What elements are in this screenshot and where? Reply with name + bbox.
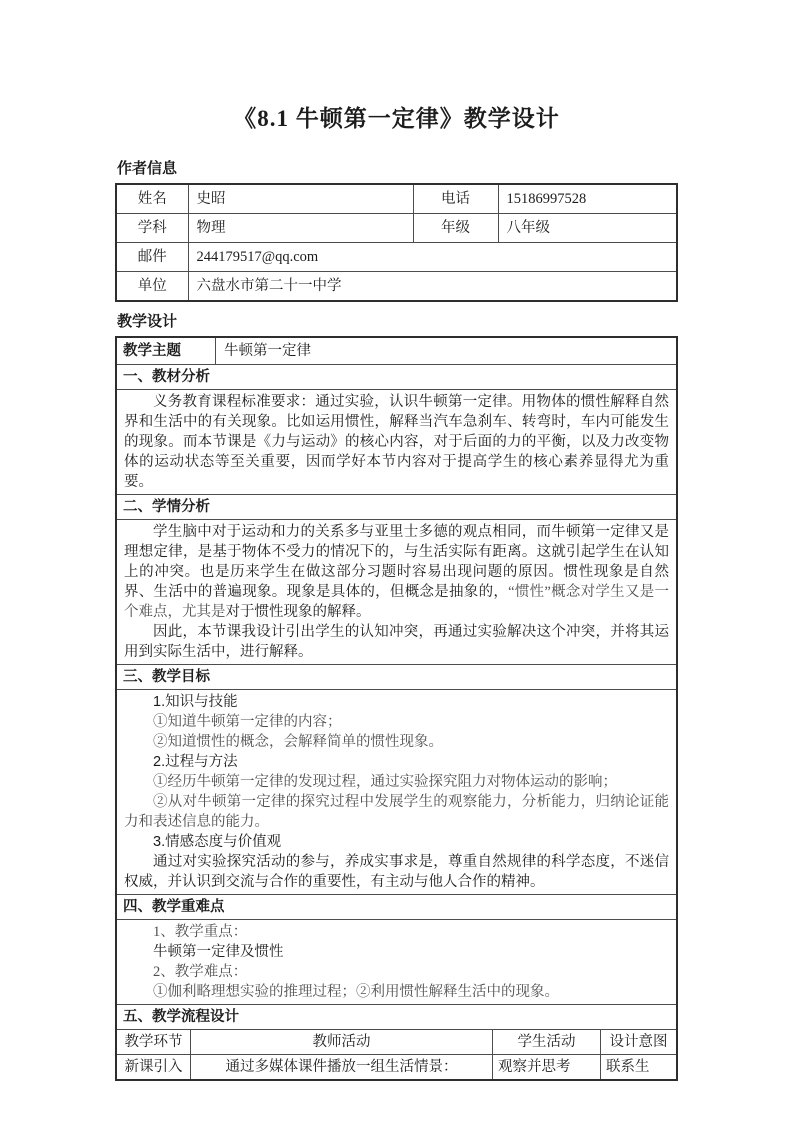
paragraph: 3.情感态度与价值观 bbox=[153, 834, 282, 850]
subject-label: 学科 bbox=[116, 214, 188, 243]
author-info-table bbox=[115, 183, 678, 302]
section-heading-learner-analysis: 二、学情分析 bbox=[117, 494, 676, 519]
page-content bbox=[115, 100, 678, 1081]
email-value: 244179517@qq.com bbox=[188, 243, 677, 272]
paragraph: 义务教育课程标准要求：通过实验，认识牛顿第一定律。用物体的惯性解释自然界和生活中的有关现象。比如运用惯性，解释当汽车急刹车、转弯时，车内可能发生的现象。而本节课是《力与运动》的核心内容，对于后面的力的平衡，以及力改变物体的运动状态等至关重要，因而学好本节内容对于提高学生的核心素养显得尤为重要。 bbox=[124, 394, 669, 490]
paragraph: 通过对实验探究活动的参与，养成实事求是，尊重自然规律的科学态度，不迷信权威，并认识到交流与合作的重要性，有主动与他人合作的精神。 bbox=[124, 854, 669, 890]
paragraph: 牛顿第一定律及惯性 bbox=[153, 944, 284, 960]
paragraph: 2、教学难点： bbox=[153, 964, 248, 980]
cell-teacher-activity: 通过多媒体课件播放一组生活情景： bbox=[190, 1055, 492, 1079]
subject-value: 物理 bbox=[188, 214, 413, 243]
theme-row bbox=[117, 338, 676, 364]
document-title: 《8.1 牛顿第一定律》教学设计 bbox=[233, 106, 560, 131]
theme-label: 教学主题 bbox=[117, 338, 216, 364]
cell-student-activity: 观察并思考 bbox=[492, 1055, 600, 1079]
section-heading-key-difficult-points: 四、教学重难点 bbox=[117, 894, 676, 919]
text-segment: 对于惯性现象的解释。 bbox=[225, 604, 371, 620]
paragraph: 1.知识与技能 bbox=[153, 694, 238, 710]
flow-table-data-row bbox=[117, 1054, 676, 1079]
section-content-material-analysis bbox=[117, 389, 676, 494]
grade-value: 八年级 bbox=[498, 214, 677, 243]
teaching-design-table bbox=[115, 336, 678, 1081]
grade-label: 年级 bbox=[413, 214, 498, 243]
section-content-learner-analysis bbox=[117, 519, 676, 664]
table-row bbox=[116, 272, 677, 302]
cell-design-intent: 联系生 bbox=[600, 1055, 676, 1079]
paragraph: ②知道惯性的概念，会解释简单的惯性现象。 bbox=[153, 734, 443, 750]
paragraph: 因此，本节课我设计引出学生的认知冲突，再通过实验解决这个冲突，并将其运用到实际生活中，进行解释。 bbox=[124, 624, 669, 660]
name-value: 史昭 bbox=[188, 184, 413, 214]
theme-value: 牛顿第一定律 bbox=[224, 343, 311, 359]
paragraph bbox=[124, 522, 669, 622]
phone-label: 电话 bbox=[413, 184, 498, 214]
unit-value: 六盘水市第二十一中学 bbox=[188, 272, 677, 302]
table-row bbox=[116, 243, 677, 272]
column-header-teacher-activity: 教师活动 bbox=[190, 1030, 492, 1054]
section-content-key-difficult-points bbox=[117, 919, 676, 1004]
phone-value: 15186997528 bbox=[498, 184, 677, 214]
unit-label: 单位 bbox=[116, 272, 188, 302]
paragraph: ②从对牛顿第一定律的探究过程中发展学生的观察能力，分析能力，归纳论证能力和表述信息的能力。 bbox=[124, 794, 669, 830]
cell-teaching-step: 新课引入 bbox=[124, 1059, 183, 1075]
text-segment: 学生脑中对于运动和力的关系多与亚里士多德的观点相同，而牛顿第一定律又是理想定律，是基于物体不受力的情况下的，与生活实际有距离。这就引起学生在认知上的冲突。也是历来学生在做这部分习题时容易出现问题的原因。惯性现象是自然界、生活中的普遍现象。现象是具体的，但概念是抽象的， bbox=[124, 524, 669, 600]
column-header-design-intent: 设计意图 bbox=[600, 1030, 676, 1054]
email-label: 邮件 bbox=[116, 243, 188, 272]
name-label: 姓名 bbox=[116, 184, 188, 214]
paragraph: ①伽利略理想实验的推理过程；②利用惯性解释生活中的现象。 bbox=[153, 984, 559, 1000]
section-content-teaching-goals bbox=[117, 689, 676, 894]
teaching-design-heading: 教学设计 bbox=[117, 313, 178, 330]
table-row bbox=[116, 184, 677, 214]
table-row bbox=[116, 214, 677, 243]
section-heading-material-analysis: 一、教材分析 bbox=[117, 364, 676, 389]
column-header-teaching-step: 教学环节 bbox=[124, 1034, 183, 1050]
paragraph: ①知道牛顿第一定律的内容； bbox=[153, 714, 342, 730]
section-heading-teaching-flow: 五、教学流程设计 bbox=[117, 1004, 676, 1029]
paragraph: 1、教学重点： bbox=[153, 924, 248, 940]
paragraph: 2.过程与方法 bbox=[153, 754, 238, 770]
section-heading-teaching-goals: 三、教学目标 bbox=[117, 664, 676, 689]
author-info-heading: 作者信息 bbox=[117, 160, 178, 177]
column-header-student-activity: 学生活动 bbox=[492, 1030, 600, 1054]
paragraph: ①经历牛顿第一定律的发现过程，通过实验探究阻力对物体运动的影响； bbox=[153, 774, 617, 790]
text-segment: “惯性”概念对学生又是一个难点，尤其是 bbox=[124, 584, 670, 620]
flow-table-header-row bbox=[117, 1029, 676, 1054]
